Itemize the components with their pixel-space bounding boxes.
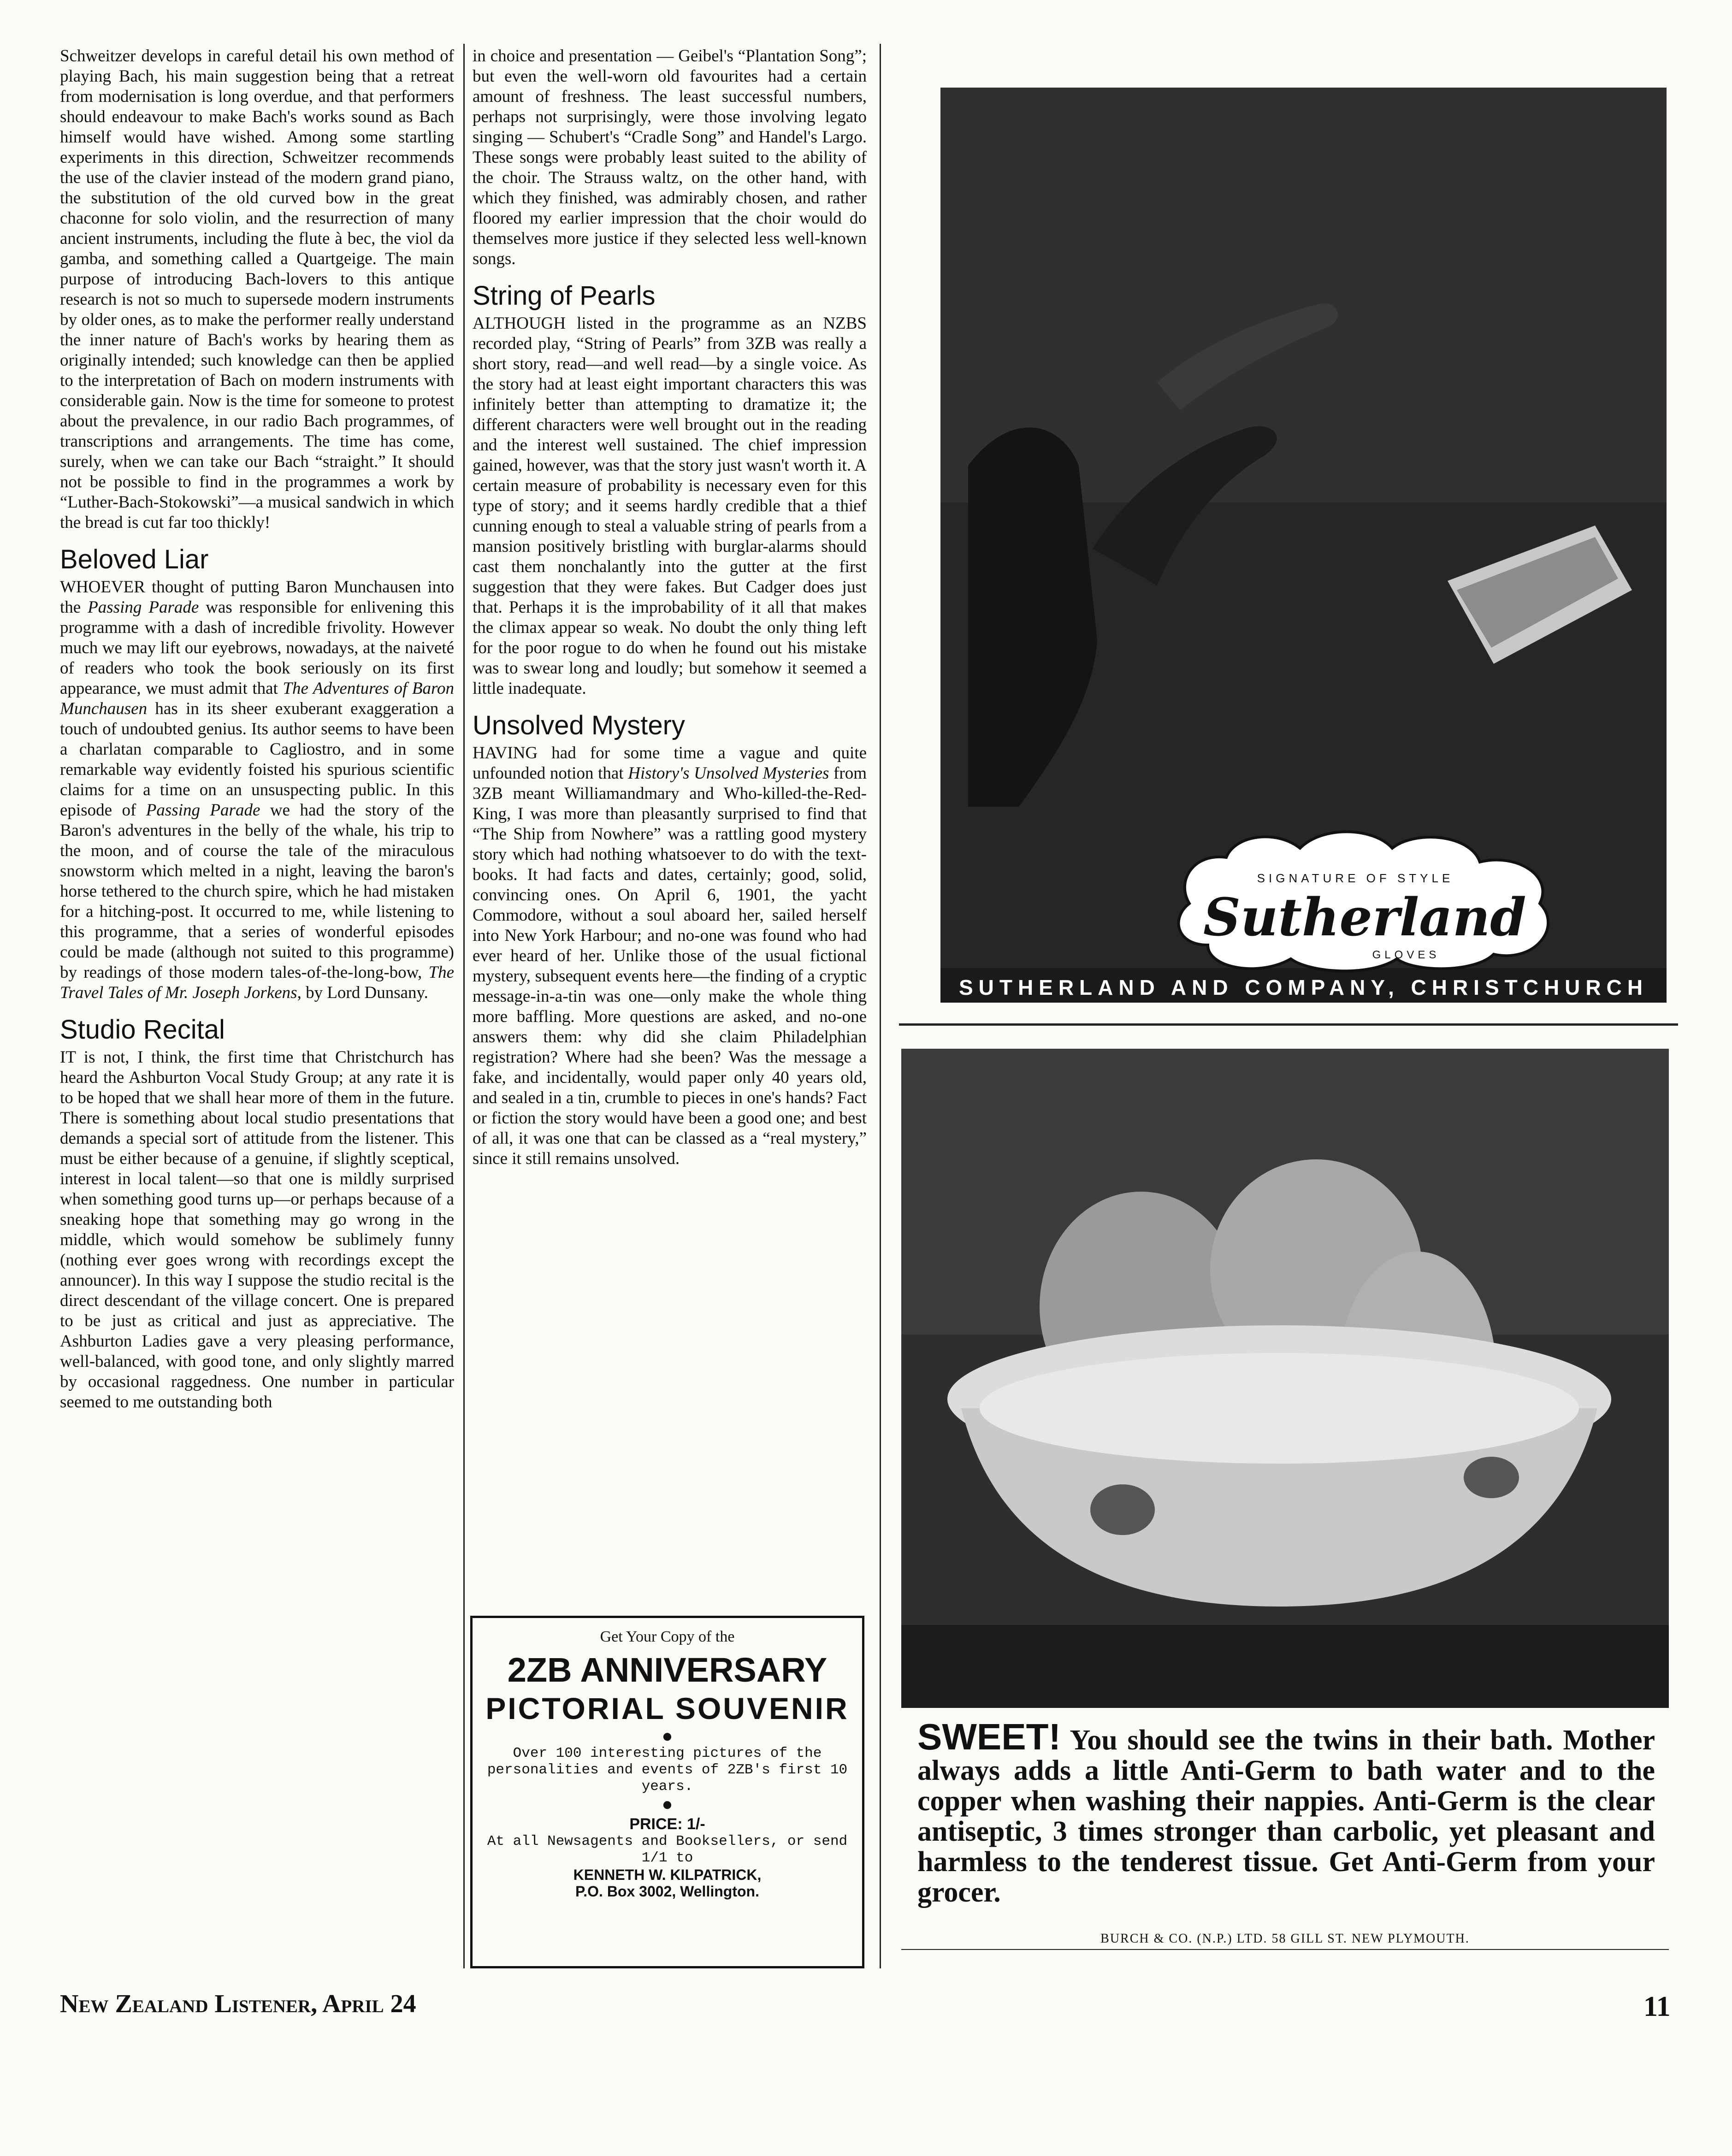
ad-contact-address: P.O. Box 3002, Wellington. — [575, 1883, 759, 1900]
heading-beloved-liar: Beloved Liar — [60, 544, 209, 574]
ad-title-line-1: 2ZB ANNIVERSARY — [507, 1651, 828, 1689]
left-column — [60, 46, 454, 1412]
title-span: Passing Parade — [146, 801, 260, 820]
ad-where: At all Newsagents and Booksellers, or send 1/1 to — [487, 1833, 848, 1866]
text-span: from 3ZB meant Williamandmary and Who-killed-the-Red-King, I was more than pleasantly surprised to find that “The Ship from Nowhere” was a rattling good mystery story which had nothing whatsoever to do with the text-books. It had facts and dates, certainly; good, solid, convincing ones. On April 6, 1901, the yacht Commodore, without a soul aboard her, sailed herself into New York Harbour; and no-one was found who had ever heard of her. Unlike those of the usual fictional mystery, subsequent events here—the finding of a cryptic message-in-a-tin was one—only make the whole thing more baffling. More questions are asked, and no-one answers them: why did she claim Philadelphian registration? Where had she been? Was the message a fake, and incidentally, would paper only 40 years old, and sealed in a tin, crumble to pieces in one's hands? Fact or fiction the story would have been a good one; and best of all, it was one that can be classed as a “real mystery,” since it still remains unsolved. — [473, 764, 867, 1168]
middle-column — [473, 46, 867, 1169]
studio-recital-paragraph: IT is not, I think, the first time that Christchurch has heard the Ashburton Vocal Study Group; at any rate it is to be hoped that we shall hear more of them in the future. There is something about local studio presentations that demands a special sort of attitude from the listener. This must be either because of a genuine, if slightly sceptical, interest in local talent—so that one is mildly surprised when something good turns up—or perhaps because of a sneaking hope that something may go wrong in the middle, which would somehow be sublimely funny (nothing ever goes wrong with recordings except the announcer). In this way I suppose the studio recital is the direct descendant of the village concert. One is prepared to be just as critical and just as appreciative. The Ashburton Ladies gave a very pleasing performance, well-balanced, with good tone, and only slightly marred by occasional raggedness. One number in particular seemed to me outstanding both — [60, 1048, 454, 1412]
title-span: Passing Parade — [88, 598, 199, 617]
bullet-icon: ● — [662, 1794, 673, 1814]
company-caption: SUTHERLAND AND COMPANY, CHRISTCHURCH — [958, 975, 1649, 999]
antigerm-maker: BURCH & CO. (N.P.) LTD. 58 GILL ST. NEW PLYMOUTH. — [901, 1932, 1669, 1950]
ad-title-line-2: PICTORIAL SOUVENIR — [485, 1691, 849, 1725]
continuation-paragraph: in choice and presentation — Geibel's “Plantation Song”; but even the well-worn old favourites had a certain amount of freshness. The least successful numbers, perhaps not surprisingly, were those involving legato singing — Schubert's “Cradle Song” and Handel's Largo. These songs were probably least suited to the ability of the choir. The Strauss waltz, on the other hand, with which they finished, was admirably chosen, and rather floored my earlier impression that the choir would do themselves more justice if they selected less well-known songs. — [473, 47, 867, 268]
ad-price: PRICE: 1/- — [629, 1815, 705, 1833]
ad-contact-name: KENNETH W. KILPATRICK, — [573, 1867, 762, 1883]
twins-bath-photo — [901, 1049, 1669, 1708]
heading-studio-recital: Studio Recital — [60, 1015, 225, 1045]
heading-string-of-pearls: String of Pearls — [473, 281, 656, 311]
intro-paragraph: Schweitzer develops in careful detail his own method of playing Bach, his main suggestion being that a retreat from modernisation is long overdue, and that performers should endeavour to make Bach's works sound as Bach himself would have wished. Among some startling experiments in this direction, Schweitzer recommends the use of the clavier instead of the modern grand piano, the substitution of the old curved bow in the great chaconne for solo violin, and the resurrection of many ancient instruments, including the flute à bec, the viol da gamba, and something called a Quartgeige. The main purpose of introducing Bach-lovers to this antique research is not so much to supersede modern instruments by older ones, as to make the performer really understand the inner nature of Bach's works by hearing them as originally intended; such knowledge can then be applied to the interpretation of Bach on modern instruments with considerable gain. Now is the time for someone to protest about the prevalence, in our radio Bach programmes, of transcriptions and arrangements. The time has come, surely, when we can take our Bach “straight.” It should not be possible to find in the programmes a work by “Luther-Bach-Stokowski”—a musical sandwich in which the bread is cut far too thickly! — [60, 47, 454, 532]
2zb-souvenir-ad — [470, 1616, 864, 1968]
bath-illustration — [901, 1049, 1669, 1708]
text-span: was responsible for enlivening this programme with a dash of incredible frivolity. However much we may lift our eyebrows, nowadays, at the naiveté of readers who took the book seriously on its first appearance, we must admit that — [60, 598, 454, 698]
title-span: The Travel Tales of Mr. Joseph Jorkens — [60, 963, 454, 1002]
tagline: SIGNATURE OF STYLE — [1257, 871, 1454, 885]
ad-intro: Get Your Copy of the — [600, 1628, 735, 1645]
product-name: GLOVES — [1372, 949, 1440, 961]
text-span: HAVING had for some time a vague and quite unfounded notion that — [473, 744, 867, 783]
unsolved-mystery-paragraph — [473, 743, 867, 1169]
sutherland-gloves-ad — [940, 88, 1667, 1003]
masthead-footer: New Zealand Listener, April 24 — [60, 1990, 416, 2018]
sweet-headline: SWEET! — [917, 1716, 1061, 1757]
bullet-icon: ● — [662, 1725, 673, 1746]
brand-script: Sutherland — [1203, 887, 1526, 948]
title-span: History's Unsolved Mysteries — [628, 764, 829, 783]
heading-unsolved-mystery: Unsolved Mystery — [473, 710, 685, 740]
title-span: The Adventures of Baron Munchausen — [60, 679, 455, 718]
beloved-liar-paragraph — [60, 577, 454, 1003]
horizontal-rule — [899, 1023, 1678, 1026]
string-of-pearls-paragraph: ALTHOUGH listed in the programme as an NZBS recorded play, “String of Pearls” from 3ZB was really a short story, read—and well read—by a single voice. As the story had at least eight important characters this was infinitely better than attempting to dramatize it; the different characters were well brought out in the reading and the interest well sustained. The chief impression gained, however, was that the story just wasn't worth it. A certain measure of probability is necessary even for this type of story; and it seems hardly credible that a thief cunning enough to steal a valuable string of pearls from a mansion positively bristling with burglar-alarms should cast them nonchalantly into the gutter at the first suggestion that they were fakes. But Cadger does just that. Perhaps it is the improbability of it all that makes the climax appear so weak. No doubt the only thing left for the poor rogue to do when he found out his mistake was to swear long and loudly; but somehow it seemed a little inadequate. — [473, 314, 867, 698]
text-span: we had the story of the Baron's adventures in the belly of the whale, his trip to the moon, and of course the tale of the miraculous snowstorm which melted in a night, leaving the baron's horse tethered to the church spire, which he had mistaken for a hitching-post. It occurred to me, while listening to this programme, that a series of wonderful episodes could be made (although not suited to this programme) by readings of those modern tales-of-the-long-bow, — [60, 801, 454, 982]
antigerm-copy — [917, 1716, 1655, 1908]
page-number: 11 — [1643, 1991, 1671, 2022]
column-rule-2 — [880, 44, 881, 1968]
ad-description: Over 100 interesting pictures of the personalities and events of 2ZB's first 10 years. — [487, 1745, 848, 1795]
antigerm-body: You should see the twins in their bath. Mother always adds a little Anti-Germ to bath water and to the copper when washing their nappies. Anti-Germ is the clear antiseptic, 3 times stronger than carbolic, yet pleasant and harmless to the tenderest tissue. Get Anti-Germ from your grocer. — [917, 1725, 1655, 1908]
text-span: WHOEVER thought of putting Baron Munchausen into the — [60, 578, 454, 617]
text-span: has in its sheer exuberant exaggeration a touch of undoubted genius. Its author seems to have been a charlatan comparable to Cagliostro, and in some remarkable way evidently foisted his spurious scientific claims for a time on an unsuspecting public. In this episode of — [60, 699, 454, 820]
column-rule-1 — [463, 44, 465, 1968]
text-span: , by Lord Dunsany. — [297, 983, 428, 1002]
